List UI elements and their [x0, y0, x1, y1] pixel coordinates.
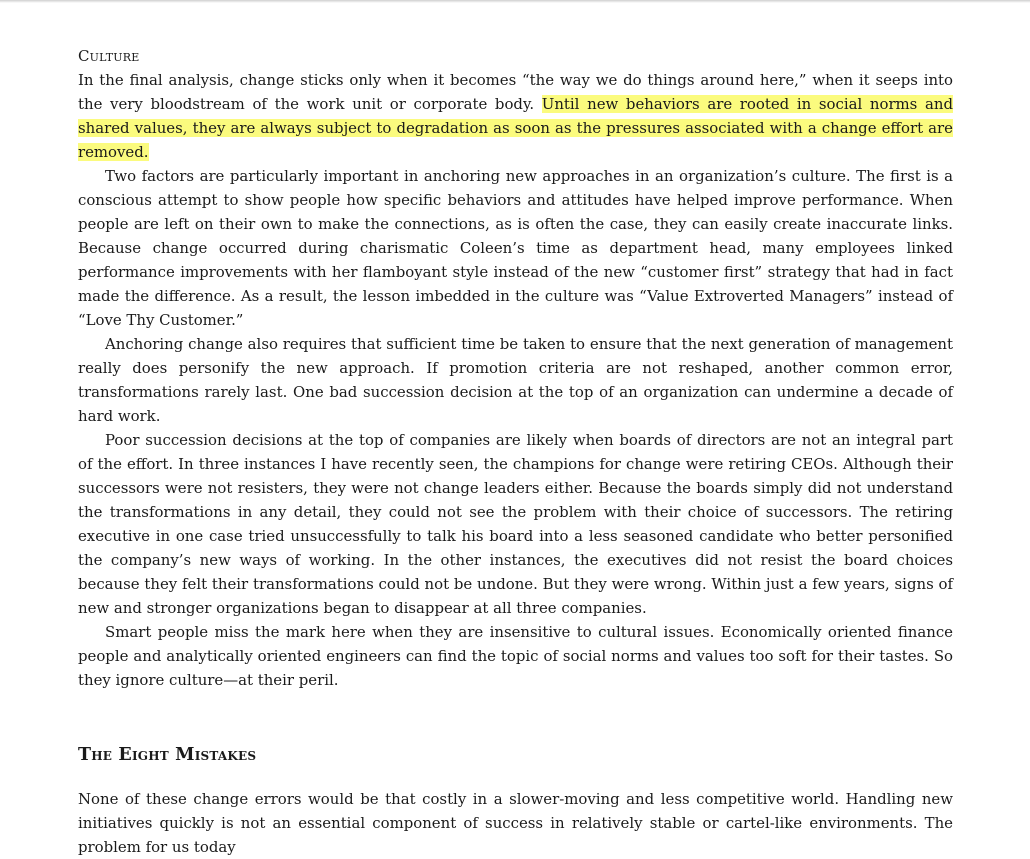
section-heading-culture: Culture — [78, 47, 140, 65]
document-page — [78, 44, 953, 859]
paragraph-smart-people: Smart people miss the mark here when they are insensitive to cultural issues. Economically oriented finance people and analytically oriented engineers can find the topic of social norms and values too soft for their tastes. So they ignore culture—at their peril. — [78, 623, 953, 689]
paragraph-culture-intro — [78, 68, 953, 164]
highlighted-text[interactable]: Until new behaviors are rooted in social norms and shared values, they are always subject to degradation as soon as the pressures associated with a change effort are removed. — [78, 95, 953, 161]
paragraph-anchoring-change: Anchoring change also requires that sufficient time be taken to ensure that the next generation of management really does personify the new approach. If promotion criteria are not reshaped, another common error, transformations rarely last. One bad succession decision at the top of an organization can undermine a decade of hard work. — [78, 335, 953, 425]
paragraph-two-factors: Two factors are particularly important in anchoring new approaches in an organization’s culture. The first is a conscious attempt to show people how specific behaviors and attitudes have helped improve performance. When people are left on their own to make the connections, as is often the case, they can easily create inaccurate links. Because change occurred during charismatic Coleen’s time as department head, many employees linked performance improvements with her flamboyant style instead of the new “customer first” strategy that had in fact made the difference. As a result, the lesson imbedded in the culture was “Value Extroverted Managers” instead of “Love Thy Customer.” — [78, 167, 953, 329]
section-heading-eight-mistakes: The Eight Mistakes — [78, 745, 257, 765]
intro-text: In the final analysis, change sticks only when it becomes “the way we do things around here,” when it seeps into the very bloodstream of the work unit or corporate body. — [78, 71, 953, 113]
window-top-edge — [0, 0, 1030, 3]
paragraph-eight-mistakes-intro: None of these change errors would be that costly in a slower-moving and less competitive world. Handling new initiatives quickly is not an essential component of success in relatively stable or cartel-like environments. The problem for us today — [78, 790, 953, 856]
paragraph-succession: Poor succession decisions at the top of companies are likely when boards of directors are not an integral part of the effort. In three instances I have recently seen, the champions for change were retiring CEOs. Although their successors were not resisters, they were not change leaders either. Because the boards simply did not understand the transformations in any detail, they could not see the problem with their choice of successors. The retiring executive in one case tried unsuccessfully to talk his board into a less seasoned candidate who better personified the company’s new ways of working. In the other instances, the executives did not resist the board choices because they felt their transformations could not be undone. But they were wrong. Within just a few years, signs of new and stronger organizations began to disappear at all three companies. — [78, 431, 953, 617]
